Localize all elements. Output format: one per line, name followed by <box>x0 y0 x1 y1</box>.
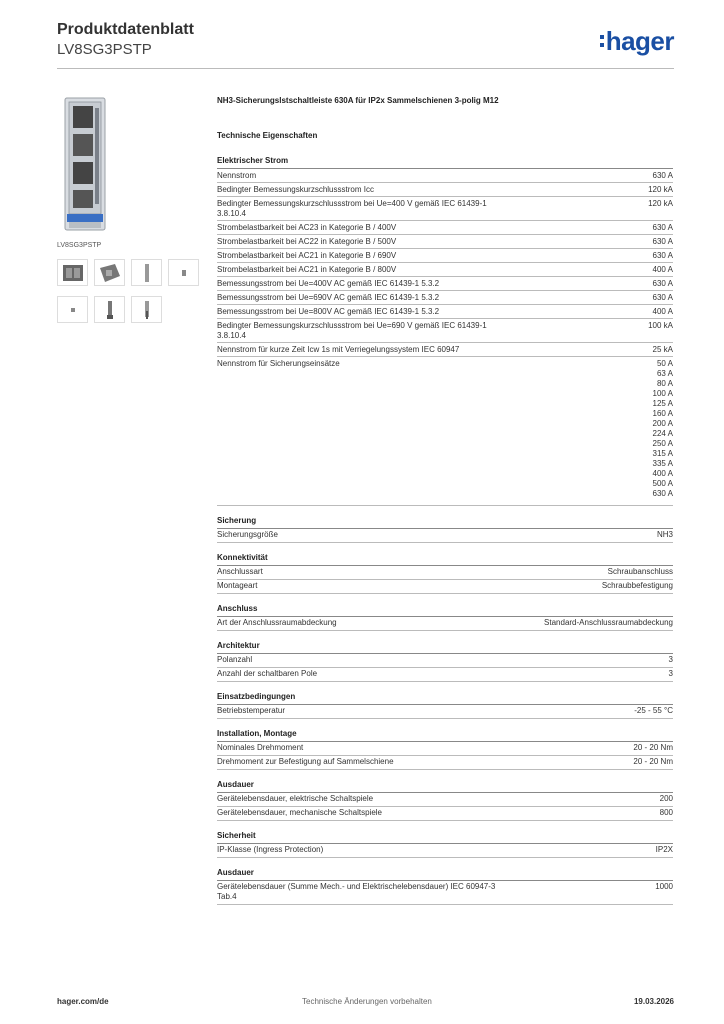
spec-row <box>217 291 673 305</box>
spec-row <box>217 183 673 197</box>
spec-label: Strombelastbarkeit bei AC23 in Kategorie B / 400V <box>217 222 397 232</box>
spec-value: 400 A <box>652 306 673 316</box>
spec-label: Polanzahl <box>217 655 253 664</box>
spec-value: -25 - 55 °C <box>634 706 673 715</box>
spec-value: 80 A <box>656 378 673 388</box>
spec-row <box>217 249 673 263</box>
section-title: Ausdauer <box>217 868 673 881</box>
spec-row <box>217 277 673 291</box>
logo-text: hager <box>605 26 674 56</box>
spec-section <box>217 604 673 631</box>
spec-value: 335 A <box>652 458 673 468</box>
spec-section <box>217 868 673 905</box>
spec-label: Betriebstemperatur <box>217 706 286 715</box>
spec-label: Nennstrom für kurze Zeit Icw 1s mit Verriegelungssystem IEC 60947 <box>217 344 460 354</box>
spec-value: 20 - 20 Nm <box>633 757 673 766</box>
spec-label: Strombelastbarkeit bei AC21 in Kategorie B / 800V <box>217 264 397 274</box>
section-title: Installation, Montage <box>217 729 673 742</box>
spec-value: 400 A <box>652 264 673 274</box>
spec-label: Gerätelebensdauer (Summe Mech.- und Elektrischelebensdauer) IEC 60947-3 Tab.4 <box>217 882 496 901</box>
spec-value: 630 A <box>652 278 673 288</box>
spec-value: 125 A <box>652 398 673 408</box>
spec-row <box>217 807 673 821</box>
spec-row <box>217 529 673 543</box>
spec-section <box>217 729 673 770</box>
spec-sections <box>217 156 673 905</box>
footer-date: 19.03.2026 <box>633 997 674 1006</box>
spec-label: Anzahl der schaltbaren Pole <box>217 669 318 678</box>
spec-label: Gerätelebensdauer, elektrische Schaltspiele <box>217 794 374 803</box>
spec-label: Bemessungsstrom bei Ue=690V AC gemäß IEC 61439-1 5.3.2 <box>217 292 440 302</box>
header-divider <box>57 68 674 69</box>
spec-row <box>217 756 673 770</box>
spec-value: 20 - 20 Nm <box>633 743 673 752</box>
spec-value: 224 A <box>652 428 673 438</box>
spec-value: 200 A <box>652 418 673 428</box>
spec-value: 100 A <box>652 388 673 398</box>
spec-label: Nennstrom für Sicherungseinsätze <box>217 358 340 368</box>
product-details <box>217 96 673 905</box>
spec-value: 800 <box>659 808 673 817</box>
spec-row <box>217 235 673 249</box>
spec-section <box>217 692 673 719</box>
spec-row <box>217 881 673 905</box>
spec-row <box>217 668 673 682</box>
section-title: Sicherung <box>217 516 673 529</box>
thumbnail-1[interactable] <box>57 259 88 286</box>
spec-row <box>217 357 673 506</box>
spec-value: 1000 <box>655 882 673 891</box>
spec-value: 500 A <box>652 478 673 488</box>
spec-section <box>217 553 673 594</box>
spec-value: IP2X <box>655 845 673 854</box>
thumbnail-6[interactable] <box>94 296 125 323</box>
product-code: LV8SG3PSTP <box>57 41 152 58</box>
spec-value: 400 A <box>652 468 673 478</box>
spec-value: 630 A <box>652 222 673 232</box>
spec-label: Strombelastbarkeit bei AC22 in Kategorie B / 500V <box>217 236 397 246</box>
spec-value: 25 kA <box>652 344 673 354</box>
product-image-caption: LV8SG3PSTP <box>57 242 102 249</box>
section-title: Elektrischer Strom <box>217 156 673 169</box>
footer-website[interactable]: hager.com/de <box>57 997 109 1006</box>
spec-label: Bedingter Bemessungskurzschlussstrom bei Ue=690 V gemäß IEC 61439-1 3.8.10.4 <box>217 320 487 340</box>
spec-value: Standard-Anschlussraumabdeckung <box>544 618 673 627</box>
spec-label: Bedingter Bemessungskurzschlussstrom bei Ue=400 V gemäß IEC 61439-1 3.8.10.4 <box>217 198 487 218</box>
spec-value: 315 A <box>652 448 673 458</box>
spec-row <box>217 617 673 631</box>
spec-value: 630 A <box>652 250 673 260</box>
spec-row <box>217 169 673 183</box>
spec-section <box>217 156 673 506</box>
spec-label: Strombelastbarkeit bei AC21 in Kategorie B / 690V <box>217 250 397 260</box>
section-title: Sicherheit <box>217 831 673 844</box>
thumbnail-grid <box>57 259 207 323</box>
section-title: Ausdauer <box>217 780 673 793</box>
thumbnail-5[interactable] <box>57 296 88 323</box>
spec-value: Schraubanschluss <box>607 567 673 576</box>
spec-value-list <box>653 359 673 499</box>
spec-row <box>217 221 673 235</box>
product-headline: NH3-Sicherungslstschaltleiste 630A für IP2x Sammelschienen 3-polig M12 <box>217 96 499 105</box>
spec-value: 100 kA <box>648 320 673 330</box>
spec-section <box>217 780 673 821</box>
spec-row <box>217 742 673 756</box>
spec-row <box>217 319 673 343</box>
spec-label: Sicherungsgröße <box>217 530 278 539</box>
spec-value: 63 A <box>656 368 673 378</box>
thumbnail-7[interactable] <box>131 296 162 323</box>
section-title: Konnektivität <box>217 553 673 566</box>
spec-value: NH3 <box>656 530 673 539</box>
spec-row <box>217 580 673 594</box>
spec-row <box>217 263 673 277</box>
page-title: Produktdatenblatt <box>57 21 194 38</box>
spec-row <box>217 654 673 668</box>
spec-label: IP-Klasse (Ingress Protection) <box>217 845 324 854</box>
section-title: Architektur <box>217 641 673 654</box>
spec-row <box>217 197 673 221</box>
spec-label: Drehmoment zur Befestigung auf Sammelschiene <box>217 757 394 766</box>
product-media <box>57 96 207 323</box>
spec-section <box>217 831 673 858</box>
spec-row <box>217 793 673 807</box>
spec-row <box>217 343 673 357</box>
thumbnail-2[interactable] <box>94 259 125 286</box>
spec-label: Nominales Drehmoment <box>217 743 304 752</box>
page-header <box>57 20 674 68</box>
spec-value: 3 <box>668 655 673 664</box>
spec-label: Bemessungsstrom bei Ue=400V AC gemäß IEC 61439-1 5.3.2 <box>217 278 440 288</box>
spec-label: Bedingter Bemessungskurzschlussstrom Icc <box>217 184 374 194</box>
section-title: Anschluss <box>217 604 673 617</box>
product-image[interactable] <box>63 96 107 232</box>
spec-label: Art der Anschlussraumabdeckung <box>217 618 337 627</box>
spec-row <box>217 305 673 319</box>
spec-section <box>217 641 673 682</box>
spec-value: Schraubbefestigung <box>601 581 673 590</box>
logo-dots-icon <box>600 33 604 49</box>
spec-label: Gerätelebensdauer, mechanische Schaltspiele <box>217 808 382 817</box>
spec-value: 200 <box>659 794 673 803</box>
spec-value: 120 kA <box>648 184 673 194</box>
spec-value: 120 kA <box>648 198 673 208</box>
spec-row <box>217 705 673 719</box>
footer-note: Technische Änderungen vorbehalten <box>302 997 432 1006</box>
tech-properties-title: Technische Eigenschaften <box>217 131 318 140</box>
spec-row <box>217 566 673 580</box>
spec-value: 630 A <box>652 236 673 246</box>
spec-value: 50 A <box>656 358 673 368</box>
spec-label: Anschlussart <box>217 567 263 576</box>
thumbnail-4[interactable] <box>168 259 199 286</box>
spec-label: Montageart <box>217 581 258 590</box>
spec-row <box>217 844 673 858</box>
spec-value: 630 A <box>652 292 673 302</box>
spec-section <box>217 516 673 543</box>
spec-value: 250 A <box>652 438 673 448</box>
spec-value: 160 A <box>652 408 673 418</box>
spec-value: 630 A <box>652 170 673 180</box>
spec-value: 630 A <box>652 488 673 498</box>
spec-label: Nennstrom <box>217 170 257 180</box>
section-title: Einsatzbedingungen <box>217 692 673 705</box>
spec-label: Bemessungsstrom bei Ue=800V AC gemäß IEC 61439-1 5.3.2 <box>217 306 440 316</box>
spec-value: 3 <box>668 669 673 678</box>
thumbnail-3[interactable] <box>131 259 162 286</box>
hager-logo <box>600 26 674 56</box>
